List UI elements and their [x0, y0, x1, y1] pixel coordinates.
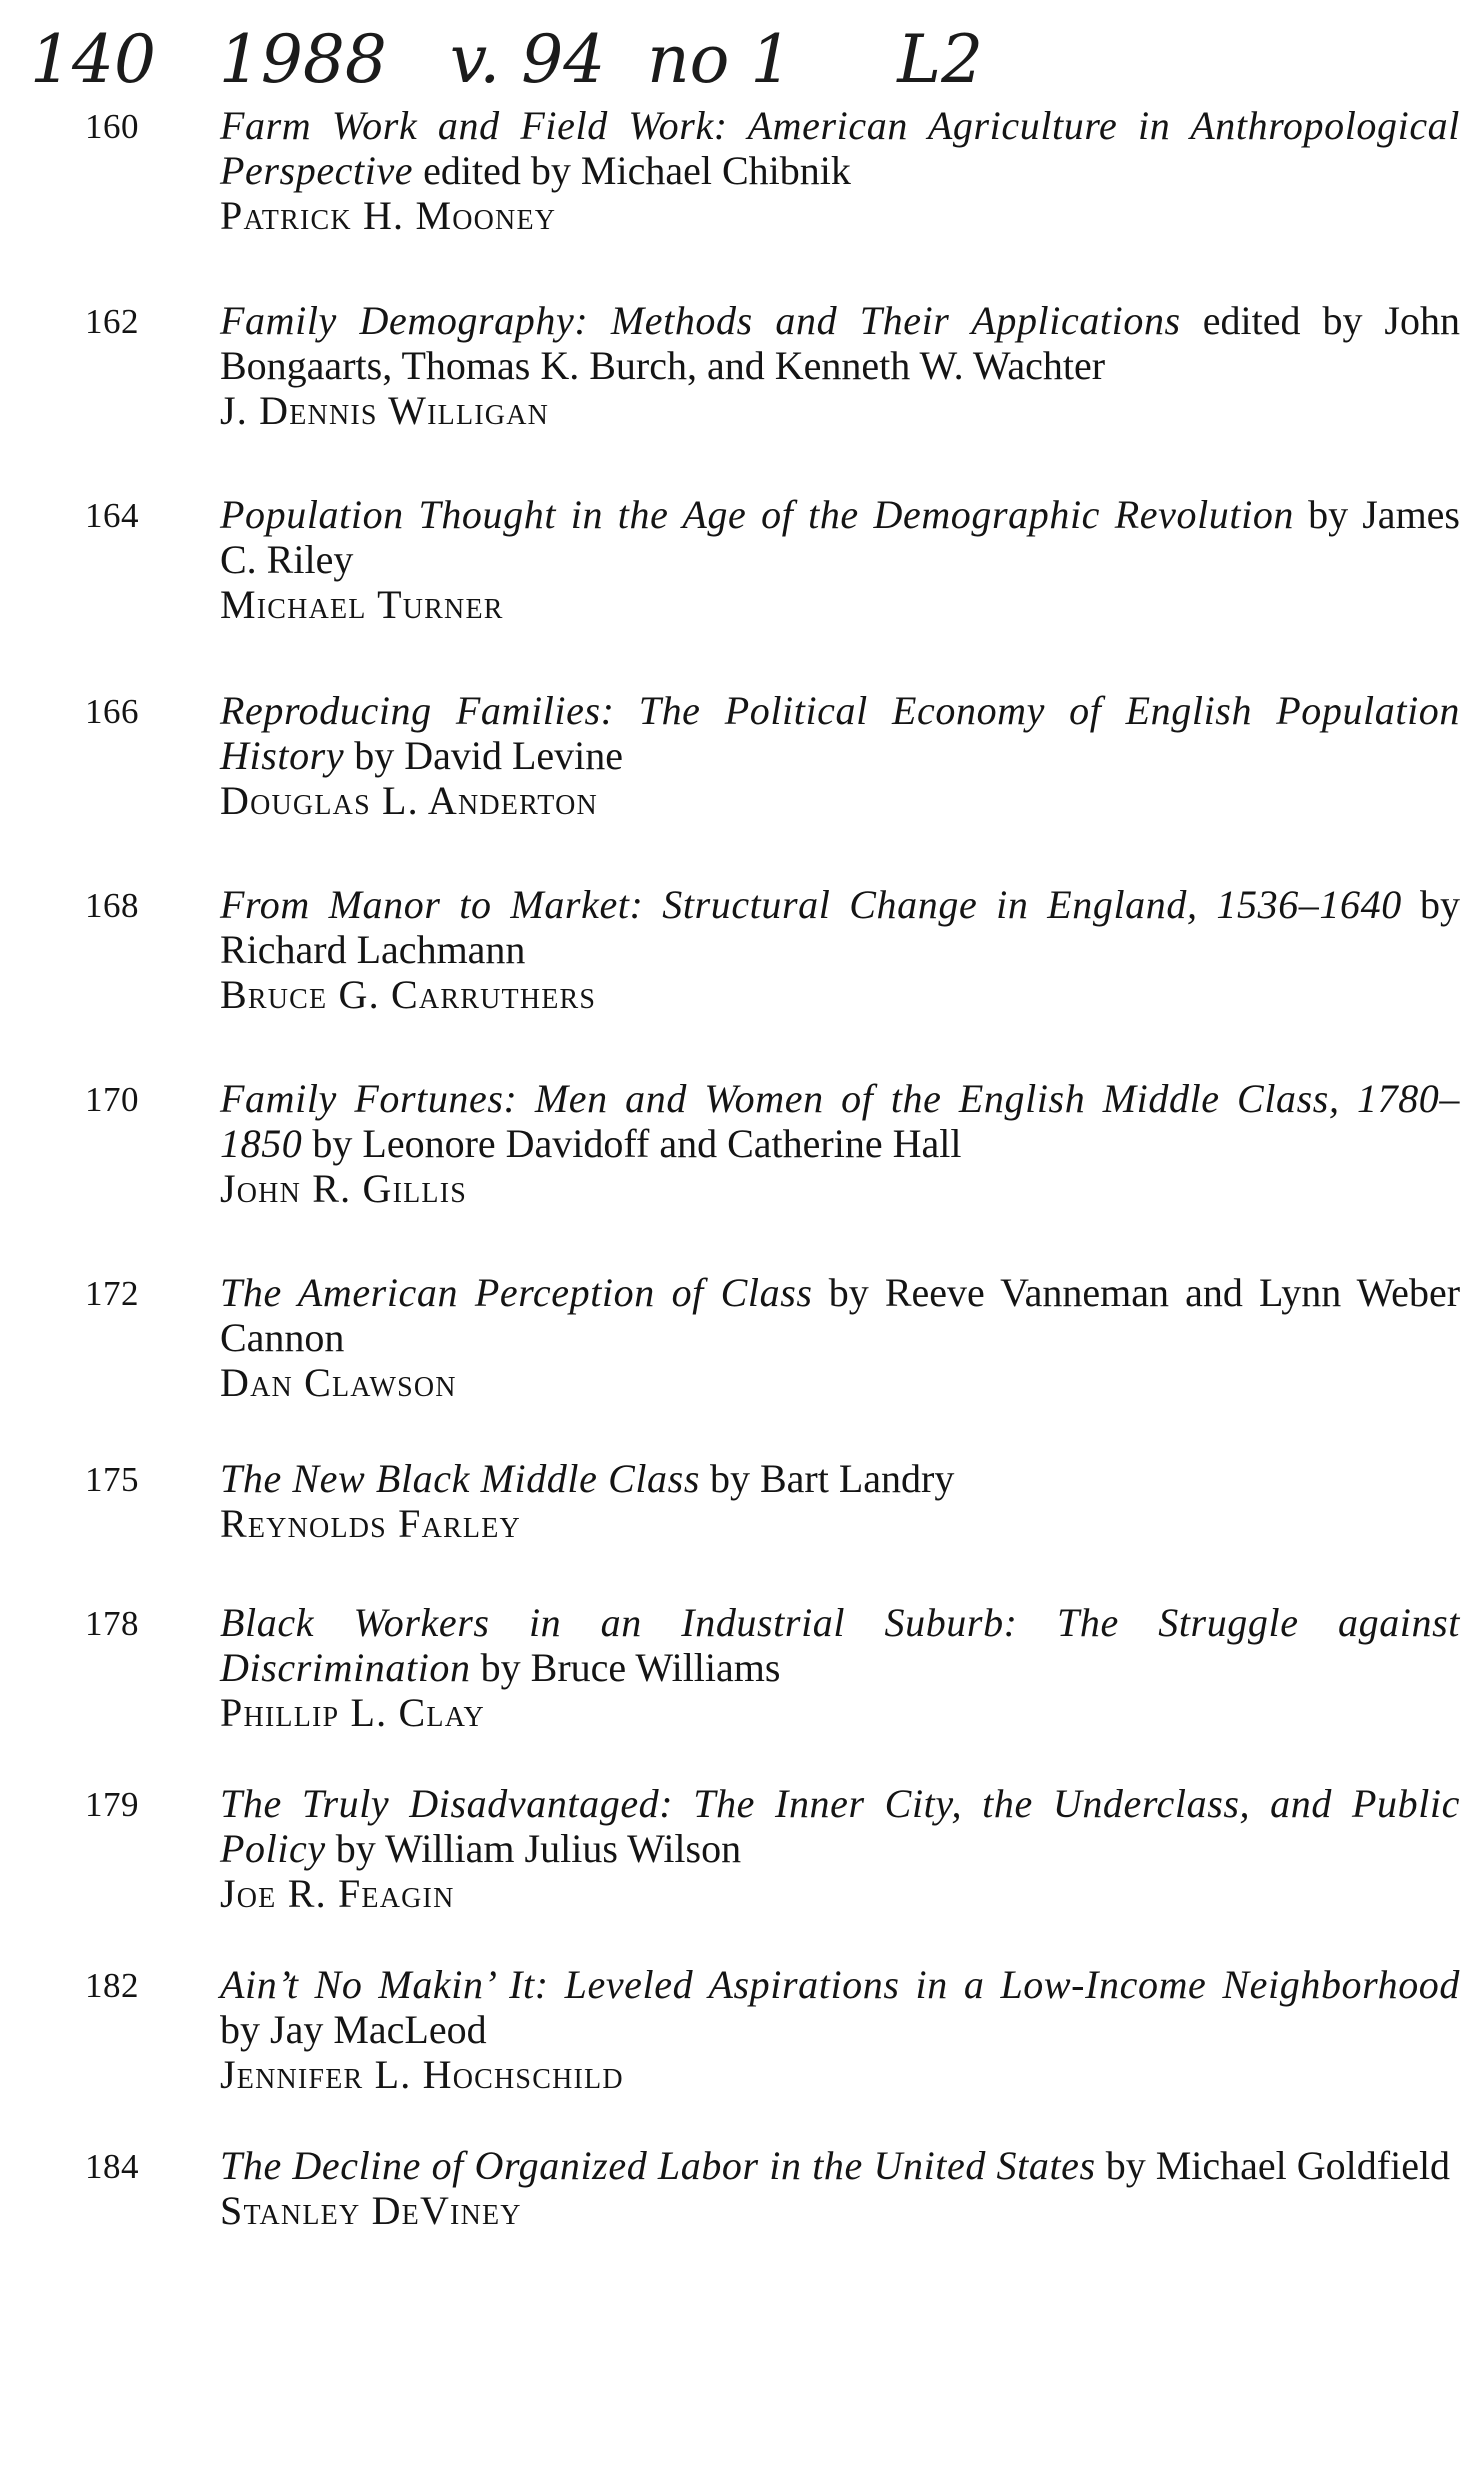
entry-page-number: 182 — [85, 1966, 139, 2005]
reviewer-name: Patrick H. Mooney — [220, 193, 557, 238]
book-title: The New Black Middle Class — [220, 1456, 700, 1501]
entry-citation — [220, 1076, 1460, 1166]
book-title: Black Workers in an Industrial Suburb: The Struggle against Discrimination — [220, 1600, 1460, 1690]
reviewer-name: John R. Gillis — [220, 1166, 468, 1211]
entry-citation — [220, 1456, 1460, 1501]
entry-body — [220, 1781, 1460, 1916]
entry-body — [220, 1456, 1460, 1546]
book-byline: by Jay MacLeod — [220, 2007, 487, 2052]
entry-body — [220, 882, 1460, 1017]
book-title: Family Demography: Methods and Their Applications — [220, 298, 1181, 343]
reviewer-name: Dan Clawson — [220, 1360, 457, 1405]
entry-body — [220, 103, 1460, 238]
entry-body — [220, 1600, 1460, 1735]
book-byline: by William Julius Wilson — [335, 1826, 742, 1871]
book-title: The American Perception of Class — [220, 1270, 813, 1315]
entry-body — [220, 1076, 1460, 1211]
entry-citation — [220, 2143, 1460, 2188]
entry-page-number: 172 — [85, 1274, 139, 1313]
entry-citation — [220, 688, 1460, 778]
book-byline: by Richard Lachmann — [220, 882, 1461, 972]
book-title: The Decline of Organized Labor in the United States — [220, 2143, 1096, 2188]
entry-citation — [220, 298, 1460, 388]
book-title: Population Thought in the Age of the Demographic Revolution — [220, 492, 1295, 537]
entry-page-number: 162 — [85, 302, 139, 341]
entry-body — [220, 2143, 1460, 2233]
entry-page-number: 178 — [85, 1604, 139, 1643]
book-byline: by Bart Landry — [710, 1456, 955, 1501]
book-byline: by Michael Goldfield — [1105, 2143, 1451, 2188]
reviewer-name: Michael Turner — [220, 582, 504, 627]
reviewer-name: Jennifer L. Hochschild — [220, 2052, 624, 2097]
reviewer-name: Phillip L. Clay — [220, 1690, 485, 1735]
entry-body — [220, 1270, 1460, 1405]
book-byline: by Leonore Davidoff and Catherine Hall — [312, 1121, 962, 1166]
reviewer-name: Stanley DeViney — [220, 2188, 522, 2233]
entry-page-number: 184 — [85, 2147, 139, 2186]
book-byline: edited by John Bongaarts, Thomas K. Burch, and Kenneth W. Wachter — [220, 298, 1460, 388]
entry-citation — [220, 103, 1460, 193]
entry-citation — [220, 1962, 1460, 2052]
reviewer-name: Reynolds Farley — [220, 1501, 521, 1546]
entry-citation — [220, 492, 1460, 582]
reviewer-name: J. Dennis Willigan — [220, 388, 550, 433]
book-title: Family Fortunes: Men and Women of the English Middle Class, 1780–1850 — [220, 1076, 1460, 1166]
entry-citation — [220, 1600, 1460, 1690]
book-title: Farm Work and Field Work: American Agriculture in Anthropological Perspective — [220, 103, 1460, 193]
entry-body — [220, 688, 1460, 823]
book-byline: by James C. Riley — [220, 492, 1460, 582]
entry-page-number: 175 — [85, 1460, 139, 1499]
reviewer-name: Joe R. Feagin — [220, 1871, 455, 1916]
entry-page-number: 166 — [85, 692, 139, 731]
entry-citation — [220, 882, 1460, 972]
book-byline: edited by Michael Chibnik — [423, 148, 851, 193]
book-title: From Manor to Market: Structural Change in England, 1536–1640 — [220, 882, 1402, 927]
entry-page-number: 160 — [85, 107, 139, 146]
entry-page-number: 179 — [85, 1785, 139, 1824]
handwritten-annotation-text: 140 1988 v. 94 no 1 L2 — [30, 21, 984, 98]
entry-citation — [220, 1270, 1460, 1360]
entry-page-number: 170 — [85, 1080, 139, 1119]
reviewer-name: Bruce G. Carruthers — [220, 972, 597, 1017]
book-byline: by David Levine — [354, 733, 624, 778]
book-title: The Truly Disadvantaged: The Inner City, the Underclass, and Public Policy — [220, 1781, 1460, 1871]
entry-body — [220, 1962, 1460, 2097]
book-byline: by Reeve Vanneman and Lynn Weber Cannon — [220, 1270, 1461, 1360]
entry-citation — [220, 1781, 1460, 1871]
reviewer-name: Douglas L. Anderton — [220, 778, 598, 823]
entry-page-number: 168 — [85, 886, 139, 925]
book-byline: by Bruce Williams — [480, 1645, 781, 1690]
book-title: Ain’t No Makin’ It: Leveled Aspirations in a Low-Income Neighborhood — [220, 1962, 1460, 2007]
entry-body — [220, 298, 1460, 433]
entry-body — [220, 492, 1460, 627]
entry-page-number: 164 — [85, 496, 139, 535]
book-title: Reproducing Families: The Political Economy of English Population History — [220, 688, 1460, 778]
